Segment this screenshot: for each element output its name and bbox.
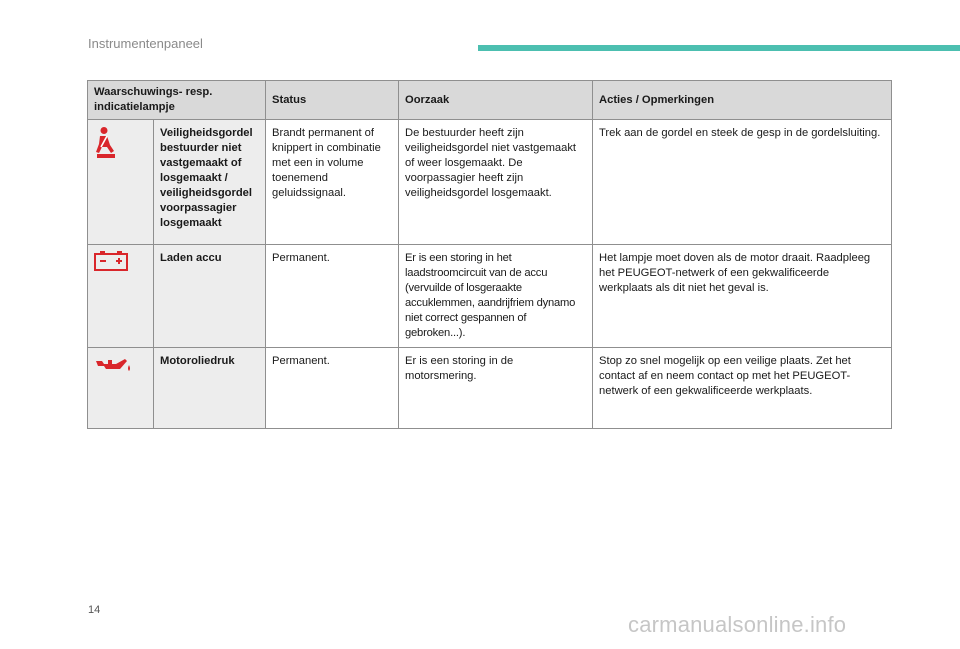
row-name: Motoroliedruk	[154, 348, 266, 429]
watermark: carmanualsonline.info	[628, 612, 847, 637]
row-name: Veiligheidsgordel bestuurder niet vastgemaakt of losgemaakt / veiligheidsgordel voorpassagier losgemaakt	[154, 120, 266, 245]
row-name: Laden accu	[154, 245, 266, 348]
row-status: Brandt permanent of knippert in combinatie met een in volume toenemend geluidssignaal.	[266, 120, 399, 245]
seatbelt-warning-icon	[94, 151, 118, 163]
row-icon-cell	[88, 245, 154, 348]
row-action: Het lampje moet doven als de motor draait. Raadpleeg het PEUGEOT-netwerk of een gekwalificeerde werkplaats als dit niet het geval is.	[593, 245, 892, 348]
accent-bar	[478, 45, 960, 51]
row-status: Permanent.	[266, 348, 399, 429]
section-title: Instrumentenpaneel	[88, 36, 203, 51]
column-header-cause: Oorzaak	[399, 81, 593, 120]
column-header-lamp: Waarschuwings- resp. indicatielampje	[88, 81, 266, 120]
table-row	[88, 245, 892, 348]
row-status: Permanent.	[266, 245, 399, 348]
page-number: 14	[88, 604, 101, 616]
column-header-status: Status	[266, 81, 399, 120]
column-header-action: Acties / Opmerkingen	[593, 81, 892, 120]
row-cause: Er is een storing in de motorsmering.	[399, 348, 593, 429]
row-action: Stop zo snel mogelijk op een veilige plaats. Zet het contact af en neem contact op met het PEUGEOT-netwerk of een gekwalificeerde werkplaats.	[593, 348, 892, 429]
battery-charge-icon	[94, 262, 128, 274]
row-cause: De bestuurder heeft zijn veiligheidsgordel niet vastgemaakt of weer losgemaakt. De voorpassagier heeft zijn veiligheidsgordel losgemaakt.	[399, 120, 593, 245]
oil-pressure-icon	[94, 365, 132, 377]
table-row	[88, 120, 892, 245]
row-icon-cell	[88, 348, 154, 429]
row-action: Trek aan de gordel en steek de gesp in de gordelsluiting.	[593, 120, 892, 245]
table-header-row	[88, 81, 892, 120]
table-row	[88, 348, 892, 429]
warning-lights-table	[87, 80, 892, 429]
row-cause: Er is een storing in het laadstroomcircuit van de accu (vervuilde of losgeraakte accuklemmen, aandrijfriem dynamo niet correct gespannen of gebroken...).	[399, 245, 593, 348]
row-icon-cell	[88, 120, 154, 245]
